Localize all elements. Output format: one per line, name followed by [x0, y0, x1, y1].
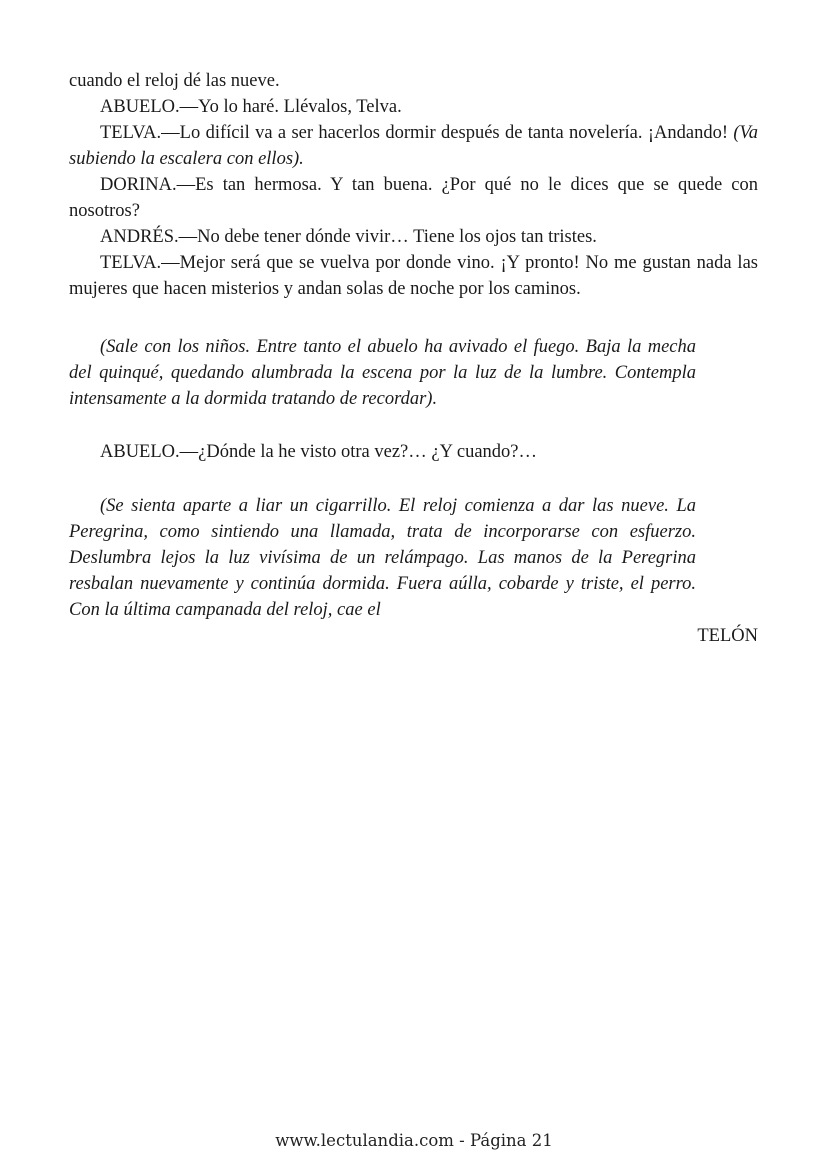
dialogue-line	[69, 172, 758, 224]
page-footer: www.lectulandia.com - Página 21	[275, 1131, 553, 1150]
speaker-name: DORINA.	[100, 175, 177, 195]
speaker-name: ANDRÉS.	[100, 227, 179, 247]
dialogue-text: —Mejor será que se vuelva por donde vino. ¡Y pronto! No me gustan nada las mujeres que hacen misterios y andan solas de noche por los caminos.	[69, 253, 758, 299]
speaker-name: ABUELO.	[100, 442, 180, 462]
stage-direction: (Se sienta aparte a liar un cigarrillo. El reloj comienza a dar las nueve. La Peregrina, como sintiendo una llamada, trata de incorporarse con esfuerzo. Deslumbra lejos la luz vivísima de un relámpago. Las manos de la Peregrina resbalan nuevamente y continúa dormida. Fuera aúlla, cobarde y triste, el perro. Con la última campanada del reloj, cae el	[69, 496, 696, 620]
dialogue-line	[69, 120, 758, 172]
continuation-line: cuando el reloj dé las nueve.	[69, 71, 280, 91]
speaker-name: TELVA.	[100, 123, 162, 143]
dialogue-line	[69, 94, 758, 120]
dialogue-text: —No debe tener dónde vivir… Tiene los ojos tan tristes.	[178, 227, 597, 247]
dialogue-text: —¿Dónde la he visto otra vez?… ¿Y cuando?…	[179, 442, 538, 462]
dialogue-line	[69, 224, 758, 250]
curtain-text: TELÓN	[697, 626, 758, 646]
dialogue-text: —Lo difícil va a ser hacerlos dormir después de tanta novelería. ¡Andando!	[161, 123, 734, 143]
document-page	[69, 68, 758, 649]
dialogue-text: —Yo lo haré. Llévalos, Telva.	[179, 97, 402, 117]
stage-direction: (Sale con los niños. Entre tanto el abuelo ha avivado el fuego. Baja la mecha del quinqué, quedando alumbrada la escena por la luz de la lumbre. Contempla intensamente a la dormida tratando de recordar).	[69, 337, 696, 409]
speaker-name: ABUELO.	[100, 97, 180, 117]
speaker-name: TELVA.	[100, 253, 162, 273]
dialogue-line	[69, 250, 758, 302]
dialogue-line	[69, 439, 758, 465]
stage-aside: (Va subiendo la escalera con ellos).	[69, 123, 758, 169]
dialogue-text: —Es tan hermosa. Y tan buena. ¿Por qué no le dices que se quede con nosotros?	[69, 175, 758, 221]
